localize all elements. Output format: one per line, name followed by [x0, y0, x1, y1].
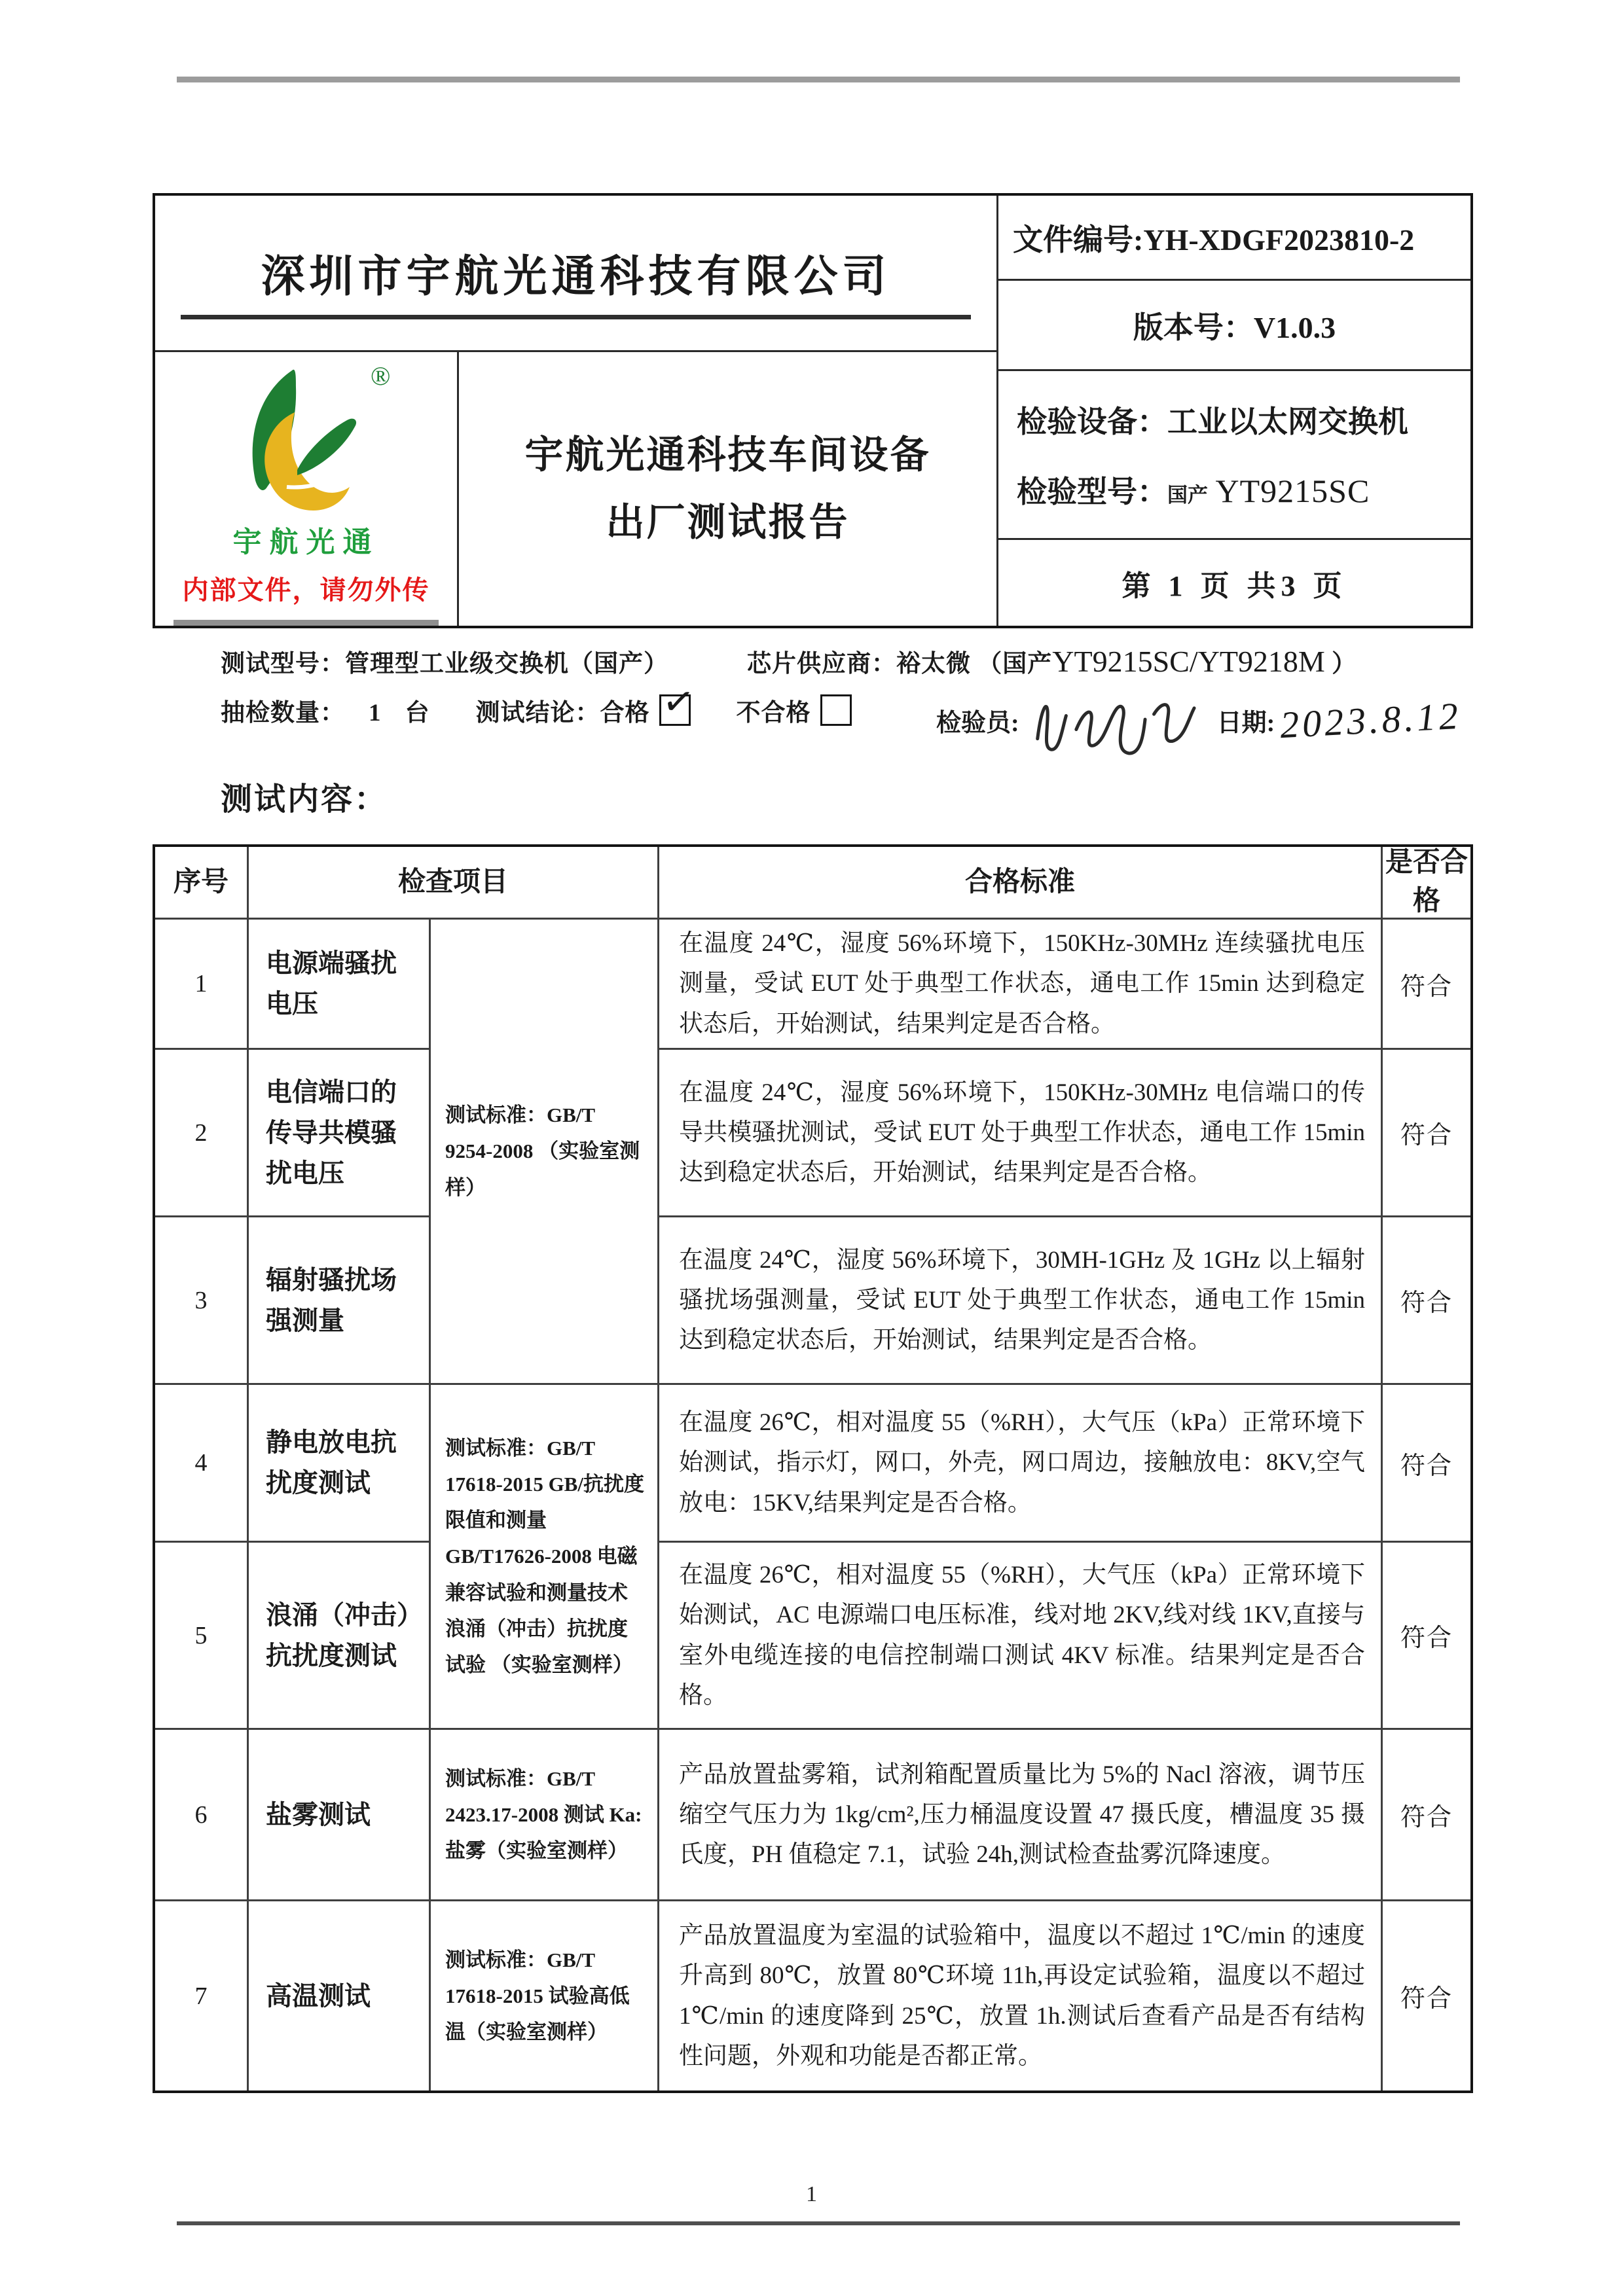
inspect-model-code: YT9215SC — [1215, 473, 1370, 509]
company-logo-icon — [208, 359, 405, 522]
row-criteria — [659, 1385, 1383, 1543]
footer-rule — [177, 2221, 1460, 2225]
criteria-text: 在温度 24℃，湿度 56%环境下，150KHz-30MHz 连续骚扰电压测量，受试 EUT 处于典型工作状态，通电工作 15min 达到稳定状态后，开始测试，结果判定是否合格。 — [679, 930, 1365, 1037]
test-content-table — [153, 844, 1473, 2093]
row-result: 符合 — [1383, 1543, 1470, 1730]
header-table — [153, 193, 1473, 628]
row-result: 符合 — [1400, 1985, 1453, 2013]
row-criteria — [659, 1050, 1383, 1217]
chip-paren-close: ） — [1332, 651, 1357, 677]
footer-page-number: 1 — [806, 2182, 817, 2206]
inspect-model — [1017, 468, 1370, 511]
logo-cell — [155, 352, 459, 626]
company-name-cell — [155, 196, 996, 352]
version-cell: 版本号：V1.0.3 — [998, 281, 1470, 371]
confidential-warning: 内部文件，请勿外传 — [182, 575, 430, 605]
row-criteria — [659, 920, 1383, 1050]
quantity-value: 1 — [369, 700, 382, 726]
row-no: 1 — [155, 920, 249, 1050]
col-header-result: 是否合格 — [1383, 847, 1470, 920]
standard-text: 测试标准：GB/T 17618-2015 试验高低温（实验室测样） — [445, 1948, 630, 2044]
chip-vendor-label: 芯片供应商： — [747, 651, 896, 677]
inspector-signature-line — [936, 681, 1604, 759]
criteria-text: 产品放置盐雾箱，试剂箱配置质量比为 5%的 Nacl 溶液，调节压缩空气压力为 1kg/cm²,压力桶温度设置 47 摄氏度，槽温度 35 摄氏度，PH 值稳定 7.1，试验 24h,测试检查盐雾沉降速度。 — [679, 1761, 1365, 1869]
chip-vendor-value: 裕太微 — [896, 651, 971, 677]
header-left — [155, 196, 998, 626]
test-model-line — [221, 643, 1357, 679]
inspect-model-origin: 国产 — [1167, 484, 1208, 507]
test-model-value: 管理型工业级交换机（国产） — [345, 651, 668, 677]
device-model-cell — [998, 371, 1470, 540]
report-title-line2: 出厂测试报告 — [606, 501, 850, 544]
inspect-model-label: 检验型号： — [1017, 475, 1167, 509]
row-result: 符合 — [1383, 1730, 1470, 1901]
row-item: 电信端口的传导共模骚扰电压 — [249, 1050, 431, 1217]
header-right — [998, 196, 1470, 626]
standard-cell-rows1-3 — [431, 920, 659, 1385]
sample-conclusion-line — [221, 677, 852, 728]
fail-label: 不合格 — [736, 700, 811, 726]
report-title-cell — [459, 352, 996, 626]
inspector-signature — [1021, 674, 1216, 766]
criteria-text: 产品放置温度为室温的试验箱中，温度以不超过 1℃/min 的速度升高到 80℃，放置 80℃环境 11h,再设定试验箱，温度以不超过 1℃/min 的速度降到 25℃，放置 1h.测试后查看产品是否有结构性问题，外观和功能是否都正常。 — [679, 1922, 1365, 2070]
row-item: 高温测试 — [249, 1901, 431, 2090]
criteria-text: 在温度 26℃，相对温度 55（%RH），大气压（kPa）正常环境下始测试，AC 电源端口电压标准，线对地 2KV,线对线 1KV,直接与室外电缆连接的电信控制端口测试 4KV 标准。结果判定是否合格。 — [679, 1562, 1365, 1709]
report-title-line1: 宇航光通科技车间设备 — [524, 433, 931, 476]
inspector-label: 检验员: — [936, 709, 1019, 737]
pass-label: 合格 — [600, 700, 650, 726]
row-criteria — [659, 1217, 1383, 1385]
row-criteria — [659, 1730, 1383, 1901]
row-item: 电源端骚扰电压 — [249, 920, 431, 1050]
row-item: 辐射骚扰场强测量 — [249, 1217, 431, 1385]
row-no: 4 — [155, 1385, 249, 1543]
standard-text: 测试标准：GB/T 2423.17-2008 测试 Ka:盐雾（实验室测样） — [445, 1767, 642, 1863]
quantity-label: 抽检数量： — [221, 700, 345, 726]
section-title: 测试内容： — [221, 782, 388, 817]
company-name: 深圳市宇航光通科技有限公司 — [261, 253, 891, 301]
pass-checkbox[interactable] — [659, 677, 698, 726]
standard-cell-row7 — [431, 1901, 659, 2090]
logo-brand-text: 宇航光通 — [232, 526, 380, 558]
row-result: 符合 — [1383, 1217, 1470, 1385]
row-result: 符合 — [1383, 1050, 1470, 1217]
standard-text: 测试标准：GB/T 9254-2008 （实验室测样） — [445, 1103, 640, 1199]
row-criteria — [659, 1901, 1383, 2090]
registered-mark: ® — [370, 361, 390, 391]
date-value: 2023.8.12 — [1279, 694, 1463, 746]
check-mark-icon: ✓ — [659, 677, 698, 726]
standard-cell-rows4-5 — [431, 1385, 659, 1730]
inspect-device: 检验设备：工业以太网交换机 — [1017, 405, 1408, 439]
chip-model-codes: YT9215SC/YT9218M — [1052, 645, 1325, 678]
header-left-bottom — [155, 352, 996, 626]
date-label: 日期: — [1216, 709, 1275, 737]
quantity-unit: 台 — [405, 700, 430, 726]
standard-cell-row6 — [431, 1730, 659, 1901]
fail-checkbox[interactable] — [820, 694, 852, 726]
conclusion-label: 测试结论： — [475, 700, 600, 726]
page-info-cell: 第 1 页 共3 页 — [1122, 569, 1347, 602]
col-header-item: 检查项目 — [249, 847, 659, 920]
row-no: 7 — [155, 1901, 249, 2090]
row-item: 静电放电抗扰度测试 — [249, 1385, 431, 1543]
col-header-criteria: 合格标准 — [659, 847, 1383, 920]
row-item: 盐雾测试 — [249, 1730, 431, 1901]
top-rule — [177, 77, 1460, 82]
chip-paren-open: （国产 — [977, 651, 1053, 677]
test-model-label: 测试型号： — [221, 651, 345, 677]
criteria-text: 在温度 24℃，湿度 56%环境下，30MH-1GHz 及 1GHz 以上辐射骚扰场强测量，受试 EUT 处于典型工作状态，通电工作 15min 达到稳定状态后，开始测试，结果判定是否合格。 — [679, 1246, 1365, 1354]
criteria-text: 在温度 24℃，湿度 56%环境下，150KHz-30MHz 电信端口的传导共模骚扰测试，受试 EUT 处于典型工作状态，通电工作 15min 达到稳定状态后，开始测试，结果判定是否合格。 — [679, 1079, 1365, 1187]
standard-text: 测试标准：GB/T 17618-2015 GB/抗扰度限值和测量 GB/T17626-2008 电磁兼容试验和测量技术 浪涌（冲击）抗扰度试验 （实验室测样） — [445, 1436, 644, 1676]
logo-gray-bar — [173, 620, 439, 626]
row-no: 6 — [155, 1730, 249, 1901]
row-no: 2 — [155, 1050, 249, 1217]
row-no: 3 — [155, 1217, 249, 1385]
row-no: 5 — [155, 1543, 249, 1730]
doc-number-cell: 文件编号:YH-XDGF2023810-2 — [998, 196, 1470, 281]
row-item: 浪涌（冲击）抗扰度测试 — [249, 1543, 431, 1730]
criteria-text: 在温度 26℃，相对温度 55（%RH），大气压（kPa）正常环境下始测试，指示灯，网口，外壳，网口周边，接触放电：8KV,空气放电：15KV,结果判定是否合格。 — [679, 1409, 1365, 1516]
col-header-no: 序号 — [155, 847, 249, 920]
company-underline — [181, 315, 972, 319]
row-result: 符合 — [1383, 1385, 1470, 1543]
row-result: 符合 — [1383, 920, 1470, 1050]
row-criteria — [659, 1543, 1383, 1730]
